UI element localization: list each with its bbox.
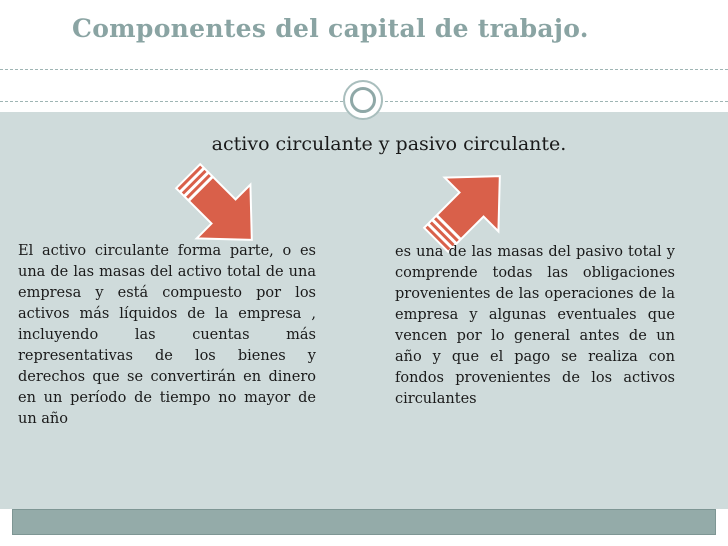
activo-circulante-description: El activo circulante forma parte, o es una de las masas del activo total de una empresa y está compuesto por los activos más líquidos de la empresa , incluyendo las cuentas más representativas de los bienes y derechos que se convertirán en dinero en un período de tiempo no mayor de un año	[18, 243, 316, 427]
circle-ornament-icon	[343, 80, 383, 120]
slide-title: Componentes del capital de trabajo.	[72, 14, 589, 43]
pasivo-circulante-description: es una de las masas del pasivo total y comprende todas las obligaciones provenientes de las operaciones de la empresa y algunas eventuales que vencen por lo general antes de un año y que el pago se realiza con fondos provenientes de los activos circulantes	[395, 244, 675, 407]
title-divider-top	[0, 69, 728, 70]
slide-subtitle: activo circulante y pasivo circulante.	[211, 133, 567, 155]
footer-bar	[12, 509, 716, 535]
